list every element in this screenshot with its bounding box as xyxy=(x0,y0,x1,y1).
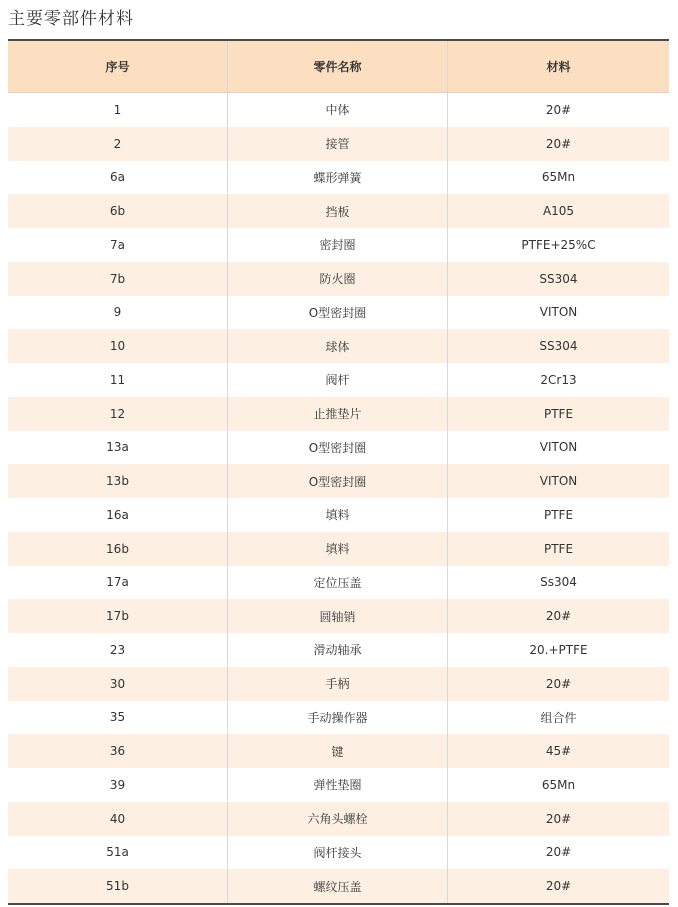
cell-index: 35 xyxy=(8,701,228,735)
cell-part-name: O型密封圈 xyxy=(228,464,448,498)
cell-part-name: 手柄 xyxy=(228,667,448,701)
cell-index: 40 xyxy=(8,802,228,836)
table-header xyxy=(8,41,669,93)
cell-index: 1 xyxy=(8,93,228,127)
cell-index: 16b xyxy=(8,532,228,566)
cell-index: 17b xyxy=(8,599,228,633)
cell-index: 51a xyxy=(8,836,228,870)
header-part-name: 零件名称 xyxy=(228,41,448,92)
cell-part-name: 手动操作器 xyxy=(228,701,448,735)
cell-material: 20# xyxy=(545,676,572,691)
cell-material: 20# xyxy=(545,879,572,894)
cell-material: 20# xyxy=(545,102,572,117)
table-row xyxy=(8,802,669,836)
table-row xyxy=(8,768,669,802)
cell-material: SS304 xyxy=(539,339,578,354)
header-material: 材料 xyxy=(546,60,571,74)
cell-part-name: 球体 xyxy=(228,329,448,363)
cell-material: 65Mn xyxy=(541,777,576,792)
cell-index: 30 xyxy=(8,667,228,701)
cell-material: 组合件 xyxy=(540,710,577,725)
cell-index: 36 xyxy=(8,734,228,768)
cell-part-name: 阀杆接头 xyxy=(228,836,448,870)
cell-index: 7a xyxy=(8,228,228,262)
cell-index: 6a xyxy=(8,161,228,195)
cell-part-name: 定位压盖 xyxy=(228,566,448,600)
cell-part-name: 圆轴销 xyxy=(228,599,448,633)
cell-index: 2 xyxy=(8,127,228,161)
table-row xyxy=(8,329,669,363)
cell-part-name: 滑动轴承 xyxy=(228,633,448,667)
cell-material: 2Cr13 xyxy=(540,372,577,387)
cell-part-name: 接管 xyxy=(228,127,448,161)
cell-part-name: 中体 xyxy=(228,93,448,127)
table-row xyxy=(8,296,669,330)
cell-index: 12 xyxy=(8,397,228,431)
table-row xyxy=(8,228,669,262)
table-row xyxy=(8,161,669,195)
cell-material: Ss304 xyxy=(540,575,577,590)
cell-part-name: 止推垫片 xyxy=(228,397,448,431)
cell-index: 23 xyxy=(8,633,228,667)
cell-index: 13a xyxy=(8,431,228,465)
cell-material: SS304 xyxy=(539,271,578,286)
cell-material: VITON xyxy=(539,474,578,489)
cell-part-name: 防火圈 xyxy=(228,262,448,296)
cell-material: VITON xyxy=(539,440,578,455)
cell-part-name: 填料 xyxy=(228,532,448,566)
table-row xyxy=(8,194,669,228)
cell-index: 11 xyxy=(8,363,228,397)
table-row xyxy=(8,397,669,431)
cell-index: 16a xyxy=(8,498,228,532)
cell-part-name: 螺纹压盖 xyxy=(228,869,448,903)
cell-part-name: 挡板 xyxy=(228,194,448,228)
cell-part-name: 弹性垫圈 xyxy=(228,768,448,802)
cell-material: PTFE+25%C xyxy=(521,237,596,252)
table-row xyxy=(8,93,669,127)
cell-index: 51b xyxy=(8,869,228,903)
table-row xyxy=(8,599,669,633)
cell-part-name: O型密封圈 xyxy=(228,431,448,465)
cell-material: PTFE xyxy=(543,406,574,421)
table-row xyxy=(8,869,669,903)
cell-material: 20# xyxy=(545,811,572,826)
cell-index: 39 xyxy=(8,768,228,802)
cell-part-name: 键 xyxy=(228,734,448,768)
cell-part-name: O型密封圈 xyxy=(228,296,448,330)
cell-material: A105 xyxy=(542,204,575,219)
table-row xyxy=(8,498,669,532)
cell-index: 10 xyxy=(8,329,228,363)
table-row xyxy=(8,431,669,465)
cell-material: 20# xyxy=(545,845,572,860)
cell-material: 20.+PTFE xyxy=(529,642,588,657)
cell-material: 20# xyxy=(545,136,572,151)
table-row xyxy=(8,701,669,735)
cell-material: 65Mn xyxy=(541,170,576,185)
table-row xyxy=(8,262,669,296)
cell-part-name: 六角头螺栓 xyxy=(228,802,448,836)
table-row xyxy=(8,464,669,498)
table-row xyxy=(8,836,669,870)
cell-part-name: 密封圈 xyxy=(228,228,448,262)
cell-index: 17a xyxy=(8,566,228,600)
cell-index: 9 xyxy=(8,296,228,330)
cell-index: 7b xyxy=(8,262,228,296)
cell-part-name: 填料 xyxy=(228,498,448,532)
cell-material: VITON xyxy=(539,305,578,320)
table-row xyxy=(8,127,669,161)
parts-materials-table xyxy=(8,39,669,905)
cell-material: 45# xyxy=(545,744,572,759)
table-row xyxy=(8,363,669,397)
header-index: 序号 xyxy=(8,41,228,92)
table-row xyxy=(8,532,669,566)
cell-index: 13b xyxy=(8,464,228,498)
cell-part-name: 蝶形弹簧 xyxy=(228,161,448,195)
cell-part-name: 阀杆 xyxy=(228,363,448,397)
table-row xyxy=(8,667,669,701)
table-row xyxy=(8,734,669,768)
table-row xyxy=(8,566,669,600)
cell-material: 20# xyxy=(545,609,572,624)
table-body xyxy=(8,93,669,903)
cell-material: PTFE xyxy=(543,541,574,556)
cell-index: 6b xyxy=(8,194,228,228)
cell-material: PTFE xyxy=(543,507,574,522)
table-row xyxy=(8,633,669,667)
page-title: 主要零部件材料 xyxy=(8,9,134,29)
